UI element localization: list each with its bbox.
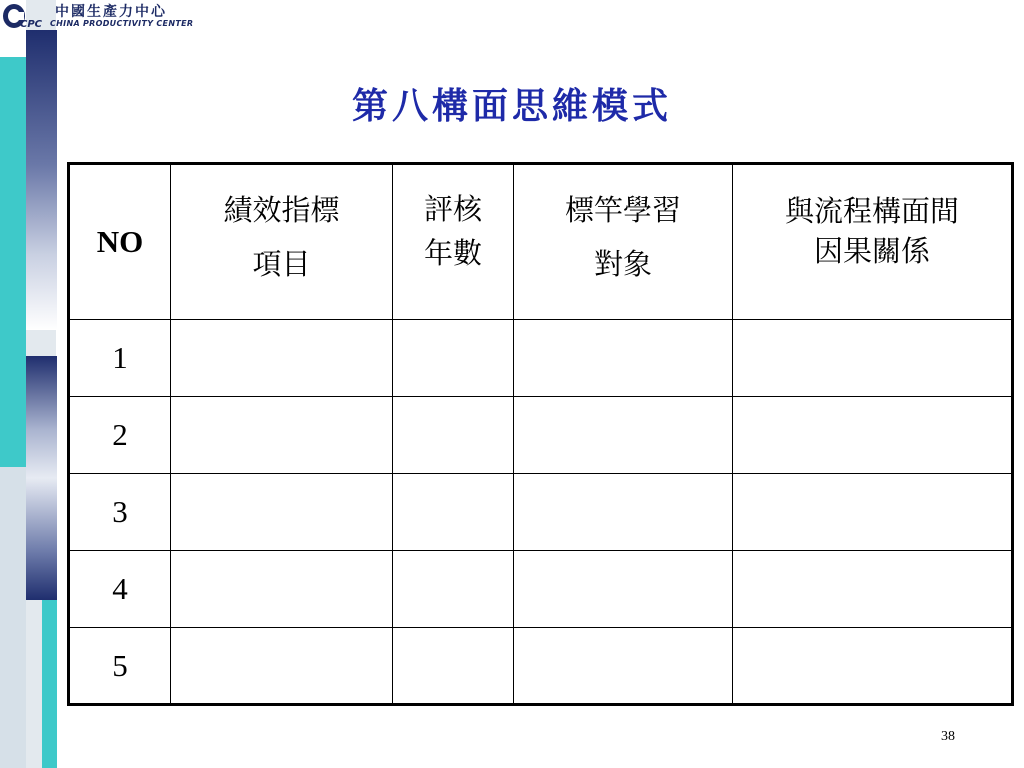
cell-benchmark-target[interactable] bbox=[514, 397, 733, 474]
side-bar-cyan-bottom bbox=[42, 600, 57, 768]
cell-causal-relation[interactable] bbox=[733, 474, 1013, 551]
side-bar-navy-upper bbox=[26, 30, 57, 330]
cell-kpi-item[interactable] bbox=[171, 397, 393, 474]
cell-evaluation-years[interactable] bbox=[393, 320, 514, 397]
svg-text:CPC: CPC bbox=[20, 19, 43, 30]
table-row bbox=[69, 551, 1013, 628]
row-number: 3 bbox=[69, 474, 171, 551]
cell-evaluation-years[interactable] bbox=[393, 474, 514, 551]
cell-kpi-item[interactable] bbox=[171, 320, 393, 397]
slide-title: 第八構面思維模式 bbox=[351, 85, 672, 127]
cell-benchmark-target[interactable] bbox=[514, 474, 733, 551]
header-evaluation-years: 評核 年數 bbox=[393, 164, 514, 320]
logo-chinese-name: 中國生產力中心 bbox=[55, 4, 167, 20]
cpc-logo-icon bbox=[2, 2, 48, 30]
kpi-table bbox=[67, 162, 1014, 706]
header-benchmark-target: 標竿學習 對象 bbox=[514, 164, 733, 320]
row-number: 2 bbox=[69, 397, 171, 474]
cell-causal-relation[interactable] bbox=[733, 397, 1013, 474]
row-number: 1 bbox=[69, 320, 171, 397]
table-row bbox=[69, 320, 1013, 397]
cpc-logo bbox=[0, 0, 194, 34]
table-header-row bbox=[69, 164, 1013, 320]
cell-benchmark-target[interactable] bbox=[514, 628, 733, 705]
logo-english-name: CHINA PRODUCTIVITY CENTER bbox=[50, 19, 194, 28]
header-causal-relation: 與流程構面間 因果關係 bbox=[733, 164, 1013, 320]
cell-benchmark-target[interactable] bbox=[514, 551, 733, 628]
table-row bbox=[69, 397, 1013, 474]
cell-evaluation-years[interactable] bbox=[393, 628, 514, 705]
cell-evaluation-years[interactable] bbox=[393, 397, 514, 474]
page-number: 38 bbox=[941, 729, 955, 744]
table-row bbox=[69, 474, 1013, 551]
cell-kpi-item[interactable] bbox=[171, 474, 393, 551]
cell-kpi-item[interactable] bbox=[171, 628, 393, 705]
cell-benchmark-target[interactable] bbox=[514, 320, 733, 397]
cell-evaluation-years[interactable] bbox=[393, 551, 514, 628]
header-no: NO bbox=[69, 164, 171, 320]
cell-causal-relation[interactable] bbox=[733, 628, 1013, 705]
cell-kpi-item[interactable] bbox=[171, 551, 393, 628]
side-bar-navy-lower bbox=[26, 356, 57, 600]
row-number: 4 bbox=[69, 551, 171, 628]
header-kpi-item: 績效指標 項目 bbox=[171, 164, 393, 320]
row-number: 5 bbox=[69, 628, 171, 705]
cell-causal-relation[interactable] bbox=[733, 320, 1013, 397]
side-bar-gray-lower bbox=[0, 467, 26, 768]
table-row bbox=[69, 628, 1013, 705]
cell-causal-relation[interactable] bbox=[733, 551, 1013, 628]
